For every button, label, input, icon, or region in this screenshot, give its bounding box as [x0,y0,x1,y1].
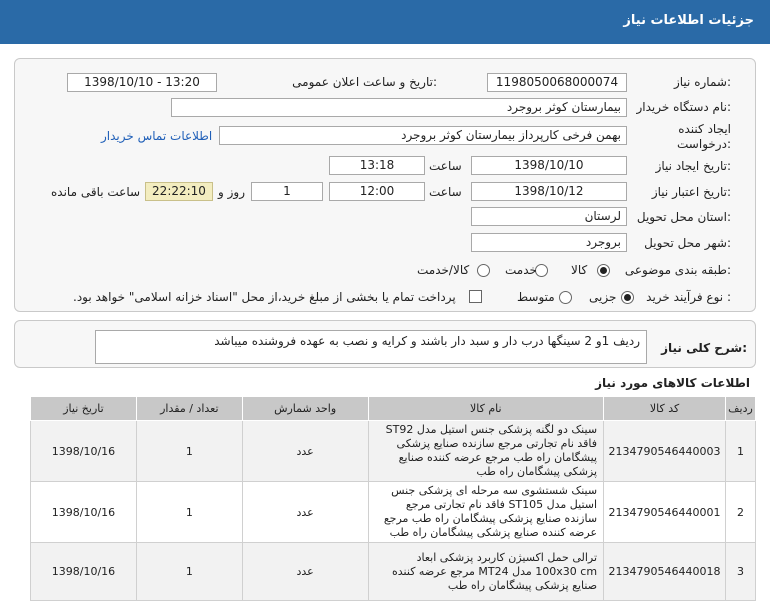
description-panel [14,320,756,368]
cell-name: سینک دو لگنه پزشکی جنس استیل مدل ST92 فاقد نام تجارتی مرجع سازنده صنایع پزشکی پیشگامان راه طب مرجع عرضه کننده صنایع پزشکی پیشگامان راه طب [368,421,604,482]
city-field[interactable]: بروجرد [471,233,627,252]
category-goods-label: کالا [571,263,588,277]
col-code: کد کالا [604,397,726,421]
remaining-time-field: 22:22:10 [145,182,213,201]
cell-row: 2 [726,482,756,543]
cell-code: 2134790546440018 [604,543,726,601]
announce-label: تاریخ و ساعت اعلان عمومی: [292,75,437,89]
announce-field[interactable]: 1398/10/10 - 13:20 [67,73,217,92]
cell-date: 1398/10/16 [31,543,137,601]
validity-time-label: ساعت [429,185,462,199]
buyer-contact-link[interactable]: اطلاعات تماس خریدار [101,129,213,143]
cell-qty: 1 [136,543,242,601]
table-row[interactable] [31,482,756,543]
created-time-label: ساعت [429,159,462,173]
process-medium-radio[interactable] [559,291,572,304]
cell-unit: عدد [242,421,368,482]
category-goods-service-radio[interactable] [477,264,490,277]
validity-date-label: تاریخ اعتبار نیاز: [651,185,731,199]
treasury-payment-label: پرداخت تمام یا بخشی از مبلغ خرید،از محل "اسناد خزانه اسلامی" خواهد بود. [73,290,456,304]
col-name: نام کالا [368,397,604,421]
province-field[interactable]: لرستان [471,207,627,226]
category-service-label: خدمت [505,263,537,277]
cell-name: سینک شستشوی سه مرحله ای پزشکی جنس استیل مدل ST105 فاقد نام تجارتی مرجع سازنده صنایع پزشکی پیشگامان راه طب مرجع عرضه کننده صنایع پزشکی پیشگامان راه طب [368,482,604,543]
buyer-field[interactable]: بیمارستان کوثر بروجرد [171,98,627,117]
creator-label: ایجاد کننده درخواست: [677,122,731,151]
need-details-panel [14,58,756,312]
days-label: روز و [218,185,245,199]
cell-unit: عدد [242,482,368,543]
city-label: شهر محل تحویل: [644,236,731,250]
process-minor-radio[interactable] [621,291,634,304]
items-table [30,396,756,601]
need-number-field[interactable]: 1198050068000074 [487,73,627,92]
table-row[interactable] [31,543,756,601]
process-minor-label: جزیی [589,290,617,304]
province-label: استان محل تحویل: [636,210,731,224]
days-field[interactable]: 1 [251,182,323,201]
cell-qty: 1 [136,421,242,482]
cell-date: 1398/10/16 [31,421,137,482]
description-label: شرح کلی نیاز: [661,341,747,355]
cell-row: 3 [726,543,756,601]
validity-date-field[interactable]: 1398/10/12 [471,182,627,201]
cell-qty: 1 [136,482,242,543]
cell-name: ترالی حمل اکسیژن کاربرد پزشکی ابعاد 100x30 cm مدل MT24 مرجع عرضه کننده صنایع پزشکی پیشگامان راه طب [368,543,604,601]
created-date-field[interactable]: 1398/10/10 [471,156,627,175]
created-time-field[interactable]: 13:18 [329,156,425,175]
need-number-label: شماره نیاز: [673,75,731,89]
remaining-label: ساعت باقی مانده [51,185,141,199]
page-title: جزئیات اطلاعات نیاز [623,13,754,28]
cell-code: 2134790546440003 [604,421,726,482]
items-section-title: اطلاعات کالاهای مورد نیاز [595,376,750,390]
creator-field[interactable]: بهمن فرخی کارپرداز بیمارستان کوثر بروجرد [219,126,627,145]
process-label: نوع فرآیند خرید : [646,290,731,304]
buyer-label: نام دستگاه خریدار: [636,100,731,114]
col-row: ردیف [726,397,756,421]
created-date-label: تاریخ ایجاد نیاز: [655,159,731,173]
category-label: طبقه بندی موضوعی: [624,263,731,277]
cell-date: 1398/10/16 [31,482,137,543]
cell-code: 2134790546440001 [604,482,726,543]
description-text: ردیف 1و 2 سینگها درب دار و سبد دار باشند و کرایه و نصب به عهده فروشنده میباشد [95,330,647,364]
cell-unit: عدد [242,543,368,601]
process-medium-label: متوسط [517,290,555,304]
category-goods-service-label: کالا/خدمت [417,263,470,277]
category-service-radio[interactable] [535,264,548,277]
table-row[interactable] [31,421,756,482]
col-date: تاریخ نیاز [31,397,137,421]
treasury-payment-checkbox[interactable] [469,290,482,303]
cell-row: 1 [726,421,756,482]
category-goods-radio[interactable] [597,264,610,277]
validity-time-field[interactable]: 12:00 [329,182,425,201]
items-header-row [31,397,756,421]
col-unit: واحد شمارش [242,397,368,421]
title-bar [0,0,770,44]
col-qty: تعداد / مقدار [136,397,242,421]
